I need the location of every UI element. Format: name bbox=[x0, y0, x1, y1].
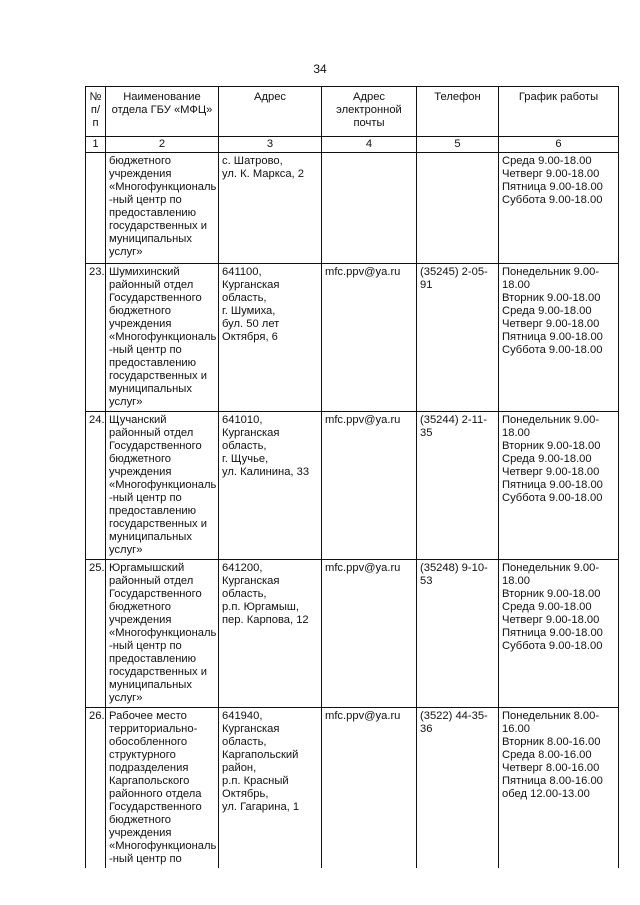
cell-department-name-line: структурного bbox=[109, 749, 176, 761]
table-row bbox=[86, 708, 619, 869]
cell-department-name-line: «Многофункциональ bbox=[109, 181, 217, 193]
column-number: 6 bbox=[499, 137, 619, 153]
cell-department-name-line: районный отдел bbox=[109, 427, 194, 439]
cell-schedule-line: Среда 9.00-18.00 bbox=[502, 155, 592, 167]
cell-department-name-line: -ный центр по bbox=[109, 492, 182, 504]
cell-department-name-line: бюджетного bbox=[109, 601, 171, 613]
cell-address-line: Курганская bbox=[222, 279, 280, 291]
cell-address-line: ул. Гагарина, 1 bbox=[222, 801, 300, 813]
cell-address-line: р.п. Юргамыш, bbox=[222, 601, 300, 613]
cell-phone-line: (35248) 9-10- bbox=[420, 562, 488, 574]
column-number: 4 bbox=[322, 137, 417, 153]
cell-schedule-line: Вторник 9.00-18.00 bbox=[502, 292, 601, 304]
cell-department-name-line: обособленного bbox=[109, 736, 188, 748]
cell-schedule-line: Суббота 9.00-18.00 bbox=[502, 194, 603, 206]
cell-department-name-line: муниципальных bbox=[109, 679, 192, 691]
cell-department-name bbox=[106, 560, 219, 708]
cell-schedule-line: Суббота 9.00-18.00 bbox=[502, 492, 603, 504]
cell-address-line: г. Шумиха, bbox=[222, 305, 276, 317]
cell-schedule-line: Понедельник 9.00- bbox=[502, 414, 600, 426]
cell-department-name-line: Государственного bbox=[109, 801, 202, 813]
header-department-name: Наименование отдела ГБУ «МФЦ» bbox=[106, 87, 219, 137]
cell-department-name-line: «Многофункциональ bbox=[109, 627, 217, 639]
cell-department-name-line: учреждения bbox=[109, 466, 172, 478]
cell-number: 23. bbox=[86, 264, 106, 412]
cell-address-line: область, bbox=[222, 588, 267, 600]
cell-address-line: Октябрь, bbox=[222, 788, 269, 800]
cell-address-line: Курганская bbox=[222, 575, 280, 587]
cell-schedule-line: обед 12.00-13.00 bbox=[502, 788, 590, 800]
cell-address bbox=[219, 560, 322, 708]
cell-email: mfc.ppv@ya.ru bbox=[322, 708, 417, 869]
cell-department-name-line: районный отдел bbox=[109, 279, 194, 291]
cell-department-name-line: услуг» bbox=[109, 544, 143, 556]
cell-department-name-line: муниципальных bbox=[109, 233, 192, 245]
cell-schedule-line: 16.00 bbox=[502, 723, 530, 735]
cell-schedule-line: Среда 9.00-18.00 bbox=[502, 453, 592, 465]
cell-schedule-line: Вторник 9.00-18.00 bbox=[502, 588, 601, 600]
cell-department-name-line: муниципальных bbox=[109, 531, 192, 543]
cell-department-name-line: предоставлению bbox=[109, 207, 197, 219]
column-number-row bbox=[86, 137, 619, 153]
cell-address-line: 641940, bbox=[222, 710, 263, 722]
cell-phone bbox=[417, 708, 499, 869]
cell-department-name-line: -ный центр по bbox=[109, 344, 182, 356]
cell-schedule-line: Четверг 9.00-18.00 bbox=[502, 466, 600, 478]
table-row bbox=[86, 264, 619, 412]
cell-address-line: ул. К. Маркса, 2 bbox=[222, 168, 304, 180]
cell-address bbox=[219, 153, 322, 264]
table-row bbox=[86, 560, 619, 708]
cell-address bbox=[219, 412, 322, 560]
cell-department-name-line: предоставлению bbox=[109, 505, 197, 517]
cell-department-name-line: Государственного bbox=[109, 292, 202, 304]
cell-department-name-line: Каргапольского bbox=[109, 775, 190, 787]
table-row bbox=[86, 153, 619, 264]
cell-department-name-line: предоставлению bbox=[109, 653, 197, 665]
cell-department-name-line: учреждения bbox=[109, 168, 172, 180]
header-row bbox=[86, 87, 619, 137]
cell-address-line: 641100, bbox=[222, 266, 262, 278]
cell-number: 26. bbox=[86, 708, 106, 869]
cell-department-name-line: предоставлению bbox=[109, 357, 197, 369]
cell-phone-line: (35244) 2-11- bbox=[420, 414, 487, 426]
cell-department-name-line: государственных и bbox=[109, 666, 207, 678]
cell-department-name-line: бюджетного bbox=[109, 155, 171, 167]
cell-department-name-line: Рабочее место bbox=[109, 710, 187, 722]
cell-department-name-line: «Многофункциональ bbox=[109, 840, 217, 852]
cell-department-name-line: услуг» bbox=[109, 692, 143, 704]
cell-department-name-line: Щучанский bbox=[109, 414, 167, 426]
cell-schedule-line: Среда 9.00-18.00 bbox=[502, 305, 592, 317]
cell-department-name bbox=[106, 153, 219, 264]
cell-address-line: область, bbox=[222, 736, 267, 748]
column-number: 2 bbox=[106, 137, 219, 153]
cell-address-line: район, bbox=[222, 762, 257, 774]
cell-department-name-line: -ный центр по bbox=[109, 194, 182, 206]
cell-schedule bbox=[499, 560, 619, 708]
cell-phone-line: (3522) 44-35- bbox=[420, 710, 488, 722]
cell-address-line: г. Щучье, bbox=[222, 453, 269, 465]
cell-department-name-line: «Многофункциональ bbox=[109, 331, 217, 343]
cell-department-name-line: государственных и bbox=[109, 370, 207, 382]
cell-schedule-line: 18.00 bbox=[502, 575, 530, 587]
cell-department-name-line: районный отдел bbox=[109, 575, 194, 587]
cell-phone bbox=[417, 153, 499, 264]
cell-schedule-line: Суббота 9.00-18.00 bbox=[502, 344, 603, 356]
cell-schedule-line: Вторник 9.00-18.00 bbox=[502, 440, 601, 452]
cell-schedule-line: Среда 9.00-18.00 bbox=[502, 601, 592, 613]
table-row bbox=[86, 412, 619, 560]
cell-schedule-line: Понедельник 9.00- bbox=[502, 562, 600, 574]
cell-address bbox=[219, 708, 322, 869]
cell-department-name-line: Шумихинский bbox=[109, 266, 180, 278]
mfc-departments-table bbox=[85, 86, 619, 868]
cell-address-line: ул. Калинина, 33 bbox=[222, 466, 310, 478]
cell-department-name-line: -ный центр по bbox=[109, 640, 182, 652]
cell-schedule bbox=[499, 264, 619, 412]
cell-email: mfc.ppv@ya.ru bbox=[322, 560, 417, 708]
cell-schedule-line: Суббота 9.00-18.00 bbox=[502, 640, 603, 652]
cell-department-name-line: учреждения bbox=[109, 318, 172, 330]
cell-schedule-line: Четверг 9.00-18.00 bbox=[502, 318, 600, 330]
cell-department-name-line: учреждения bbox=[109, 614, 172, 626]
cell-phone bbox=[417, 264, 499, 412]
cell-number: 25. bbox=[86, 560, 106, 708]
cell-email bbox=[322, 153, 417, 264]
cell-department-name-line: государственных и bbox=[109, 518, 207, 530]
cell-phone bbox=[417, 412, 499, 560]
header-schedule: График работы bbox=[499, 87, 619, 137]
cell-department-name bbox=[106, 708, 219, 869]
cell-address-line: область, bbox=[222, 292, 267, 304]
cell-schedule-line: Пятница 9.00-18.00 bbox=[502, 331, 603, 343]
cell-department-name-line: муниципальных bbox=[109, 383, 192, 395]
cell-department-name-line: -ный центр по bbox=[109, 853, 182, 865]
cell-phone-line: 91 bbox=[420, 279, 433, 291]
cell-schedule-line: Пятница 9.00-18.00 bbox=[502, 181, 603, 193]
cell-schedule-line: Четверг 9.00-18.00 bbox=[502, 168, 600, 180]
header-address: Адрес bbox=[219, 87, 322, 137]
cell-department-name bbox=[106, 264, 219, 412]
cell-number: 24. bbox=[86, 412, 106, 560]
cell-address-line: 641200, bbox=[222, 562, 263, 574]
cell-phone-line: 53 bbox=[420, 575, 433, 587]
cell-phone bbox=[417, 560, 499, 708]
cell-phone-line: 36 bbox=[420, 723, 433, 735]
cell-department-name-line: «Многофункциональ bbox=[109, 479, 217, 491]
cell-schedule-line: Вторник 8.00-16.00 bbox=[502, 736, 601, 748]
cell-address-line: Курганская bbox=[222, 723, 280, 735]
cell-schedule-line: 18.00 bbox=[502, 427, 530, 439]
cell-email: mfc.ppv@ya.ru bbox=[322, 264, 417, 412]
cell-schedule-line: Среда 8.00-16.00 bbox=[502, 749, 592, 761]
cell-department-name-line: Юргамышский bbox=[109, 562, 185, 574]
cell-department-name-line: Государственного bbox=[109, 588, 202, 600]
cell-schedule bbox=[499, 412, 619, 560]
cell-schedule-line: Понедельник 8.00- bbox=[502, 710, 600, 722]
cell-schedule-line: Пятница 8.00-16.00 bbox=[502, 775, 603, 787]
cell-address-line: бул. 50 лет bbox=[222, 318, 280, 330]
cell-schedule bbox=[499, 153, 619, 264]
cell-department-name-line: услуг» bbox=[109, 396, 143, 408]
cell-department-name-line: районного отдела bbox=[109, 788, 202, 800]
cell-department-name-line: бюджетного bbox=[109, 305, 171, 317]
cell-department-name-line: подразделения bbox=[109, 762, 189, 774]
cell-department-name-line: услуг» bbox=[109, 246, 143, 258]
cell-department-name-line: учреждения bbox=[109, 827, 172, 839]
header-number: № п/п bbox=[86, 87, 106, 137]
cell-address-line: область, bbox=[222, 440, 267, 452]
column-number: 3 bbox=[219, 137, 322, 153]
cell-department-name-line: государственных и bbox=[109, 220, 207, 232]
header-email: Адрес электронной почты bbox=[322, 87, 417, 137]
cell-phone-line: 35 bbox=[420, 427, 433, 439]
cell-schedule-line: Четверг 8.00-16.00 bbox=[502, 762, 600, 774]
header-phone: Телефон bbox=[417, 87, 499, 137]
cell-schedule-line: Пятница 9.00-18.00 bbox=[502, 627, 603, 639]
cell-number bbox=[86, 153, 106, 264]
cell-address-line: с. Шатрово, bbox=[222, 155, 283, 167]
cell-schedule-line: Пятница 9.00-18.00 bbox=[502, 479, 603, 491]
cell-address-line: 641010, bbox=[222, 414, 263, 426]
cell-schedule-line: Четверг 9.00-18.00 bbox=[502, 614, 600, 626]
cell-department-name-line: бюджетного bbox=[109, 814, 171, 826]
cell-department-name bbox=[106, 412, 219, 560]
column-number: 5 bbox=[417, 137, 499, 153]
cell-schedule-line: 18.00 bbox=[502, 279, 530, 291]
cell-address-line: Курганская bbox=[222, 427, 280, 439]
cell-address-line: пер. Карпова, 12 bbox=[222, 614, 309, 626]
cell-address-line: Каргапольский bbox=[222, 749, 299, 761]
column-number: 1 bbox=[86, 137, 106, 153]
page-number: 34 bbox=[313, 62, 327, 76]
cell-department-name-line: территориально- bbox=[109, 723, 198, 735]
cell-address bbox=[219, 264, 322, 412]
cell-phone-line: (35245) 2-05- bbox=[420, 266, 488, 278]
cell-department-name-line: бюджетного bbox=[109, 453, 171, 465]
cell-address-line: Октября, 6 bbox=[222, 331, 278, 343]
cell-address-line: р.п. Красный bbox=[222, 775, 289, 787]
cell-email: mfc.ppv@ya.ru bbox=[322, 412, 417, 560]
cell-schedule-line: Понедельник 9.00- bbox=[502, 266, 600, 278]
cell-schedule bbox=[499, 708, 619, 869]
cell-department-name-line: Государственного bbox=[109, 440, 202, 452]
